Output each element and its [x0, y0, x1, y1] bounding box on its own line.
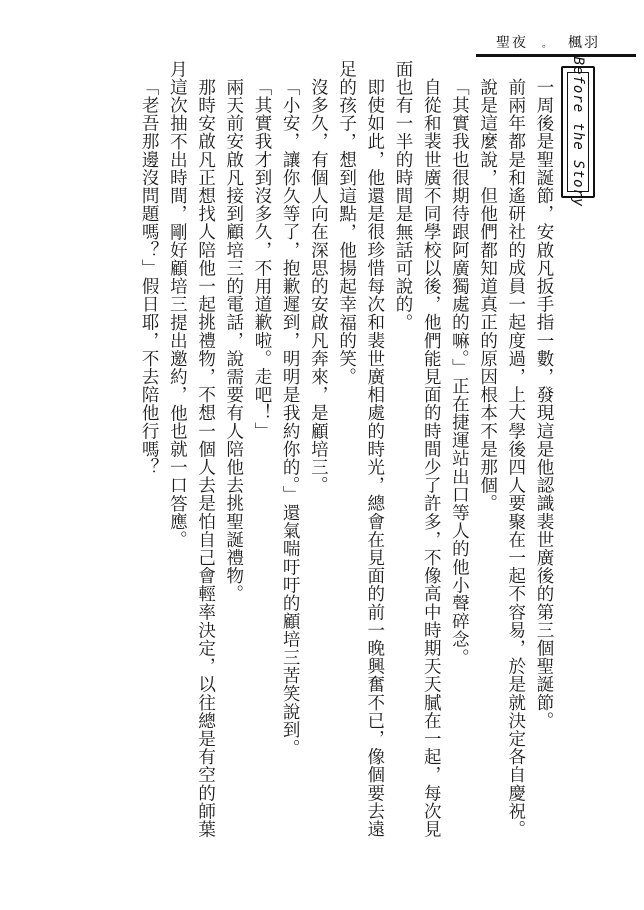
paragraph-8: 「小安，讓你久等了，抱歉遲到，明明是我約你的。」還氣喘吁吁的顧培三苦笑說到。: [280, 77, 301, 757]
paragraph-6: 即使如此，他還是很珍惜每次和裴世廣相處的時光，總會在見面的前一晚興奮不已，像個要去遠足的孩子，想到這點，他揚起幸福的笑。: [336, 60, 385, 838]
paragraph-1: 一周後是聖誕節，安啟凡扳手指一數，發現這是他認識裴世廣後的第三個聖誕節。: [534, 77, 554, 730]
paragraph-7: 沒多久，有個人向在深思的安啟凡奔來，是顧培三。: [308, 77, 329, 494]
header-rule: [476, 54, 636, 57]
paragraph-4: 「其實我也很期待跟阿廣獨處的嘛。」正在捷運站出口等人的他小聲碎念。: [449, 77, 470, 667]
paragraph-2: 前兩年都是和遙研社的成員一起度過，上大學後四人要聚在一起不容易，於是就決定各自慶祝。: [505, 77, 526, 838]
chapter-title: 聖夜: [496, 35, 528, 51]
running-header: [496, 32, 600, 52]
paragraph-11: 那時安啟凡正想找人陪他一起挑禮物，不想一個人去是怕自己會輕率決定，以往總是有空的師葉月這次抽不出時間，剛好顧培三提出邀約，他也就一口答應。: [167, 60, 216, 838]
header-separator: 。: [542, 38, 554, 50]
paragraph-3: 說是這麼說，但他們都知道真正的原因根本不是那個。: [477, 77, 498, 512]
author-name: 楓羽: [568, 35, 600, 51]
paragraph-9: 「其實我才到沒多久，不用道歉啦。走吧！」: [251, 77, 272, 440]
paragraph-10: 兩天前安啟凡接到顧培三的電話，說需要有人陪他去挑聖誕禮物。: [223, 77, 244, 603]
section-label: Before the Story: [570, 56, 586, 208]
vertical-body-text: [78, 60, 558, 840]
section-label-box: [561, 56, 595, 208]
paragraph-12: 「老吾那邊沒問題嗎？」假日耶，不去陪他行嗎？: [139, 77, 160, 476]
paragraph-5: 自從和裴世廣不同學校以後，他們能見面的時間少了許多，不像高中時期天天膩在一起，每次見面也有一半的時間是無話可說的。: [392, 60, 442, 838]
